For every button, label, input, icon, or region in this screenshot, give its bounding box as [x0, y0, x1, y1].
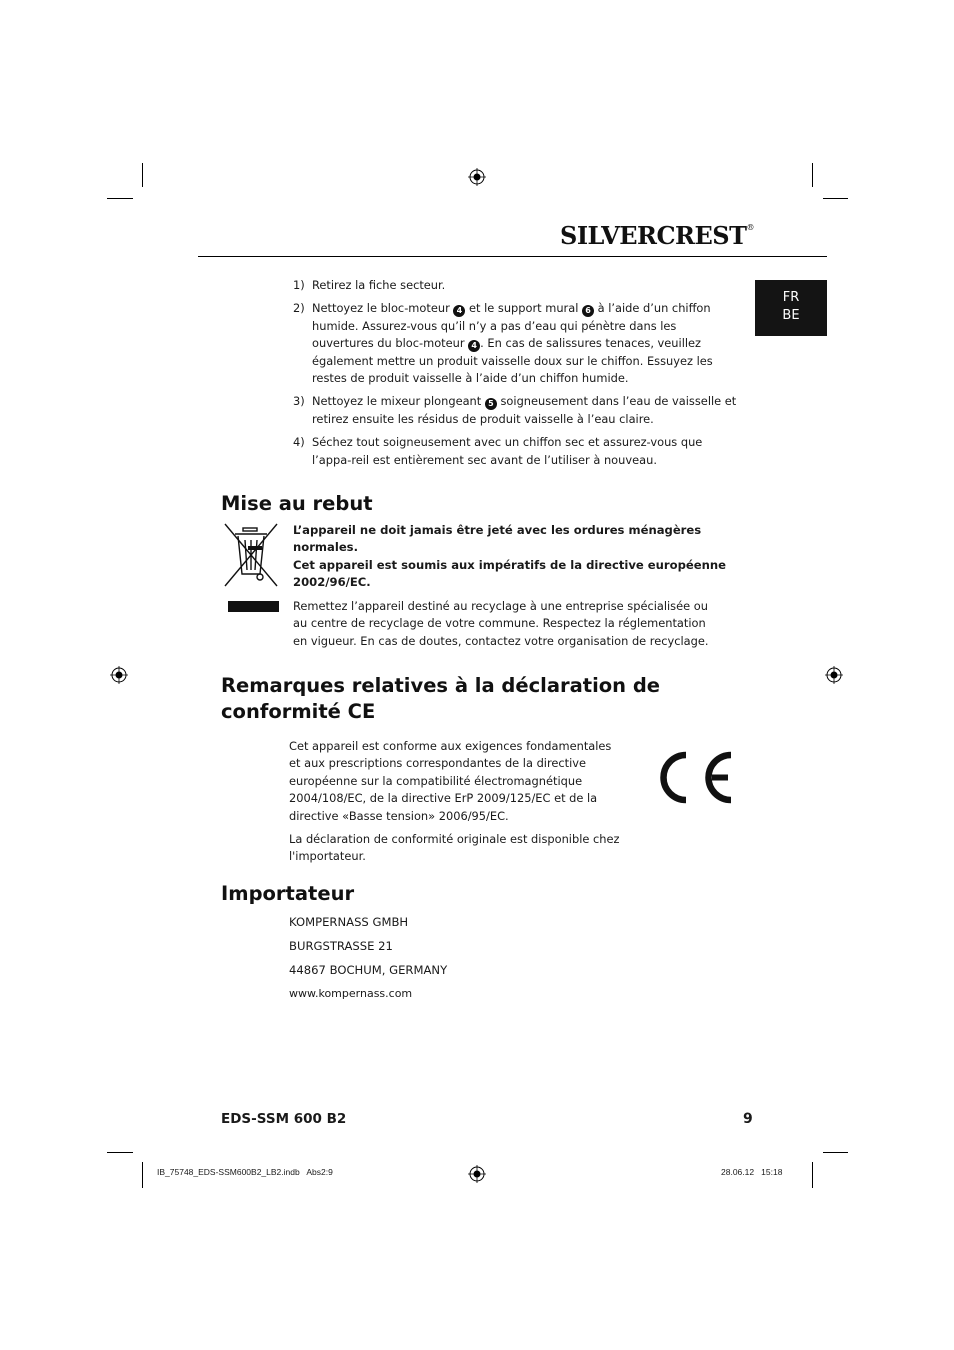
part-reference-badge: 4	[453, 305, 465, 317]
ce-mark-icon	[656, 750, 734, 805]
footer-model: EDS-SSM 600 B2	[221, 1111, 347, 1127]
step-number: 3)	[293, 394, 305, 409]
crop-mark	[812, 163, 813, 187]
registration-mark-icon	[825, 666, 843, 684]
importer-city: 44867 BOCHUM, GERMANY	[289, 963, 448, 977]
heading-line: Remarques relatives à la déclaration de	[221, 674, 661, 697]
crop-mark	[107, 198, 133, 199]
registration-mark-icon	[110, 666, 128, 684]
step-number: 4)	[293, 435, 305, 450]
cleaning-step: 2) Nettoyez le bloc-moteur 4 et le support mural 6 à l’aide d’un chiffon humide. Assurez-vous qu’il n’y a pas d’eau qui pénètre dans les ouvertures du bloc-moteur 4 . En cas de salissures tenaces, veuillez également mettre un produit vaisselle doux sur le chiffon. Essuyez les restes de produit vaisselle à l’aide d’un chiffon humide.	[293, 301, 713, 386]
language-code: FR	[782, 290, 800, 305]
brand-logo: SILVERCREST®	[560, 221, 754, 250]
crop-mark	[107, 1152, 133, 1153]
section-heading-disposal: Mise au rebut	[221, 492, 373, 515]
step-number: 2)	[293, 301, 305, 316]
registration-mark-icon	[468, 168, 486, 186]
part-reference-badge: 6	[582, 305, 594, 317]
importer-company: KOMPERNASS GMBH	[289, 915, 409, 929]
cleaning-steps-list	[293, 277, 738, 475]
disposal-warning-line: L’appareil ne doit jamais être jeté avec les ordures ménagères normales.	[293, 523, 702, 555]
language-code: BE	[782, 308, 800, 323]
cleaning-step: 3) Nettoyez le mixeur plongeant 5 soigneusement dans l’eau de vaisselle et retirez ensuite les résidus de produit vaisselle à l’eau claire.	[293, 394, 737, 426]
section-heading-conformity	[221, 673, 660, 725]
header-rule	[198, 256, 827, 257]
page-number: 9	[743, 1111, 753, 1127]
slug-date: 28.06.12 15:18	[721, 1167, 783, 1177]
crop-mark	[823, 198, 848, 199]
part-reference-badge: 4	[468, 340, 480, 352]
crossed-bin-icon	[221, 522, 281, 588]
conformity-availability-text: La déclaration de conformité originale est disponible chez l'importateur.	[289, 832, 620, 864]
crop-mark	[823, 1152, 848, 1153]
language-tab	[755, 280, 827, 336]
cleaning-step: 4) Séchez tout soigneusement avec un chiffon sec et assurez-vous que l’appa-reil est entièrement sec avant de l’utiliser à nouveau.	[293, 435, 703, 467]
section-heading-importer: Importateur	[221, 882, 355, 905]
cleaning-step: 1) Retirez la fiche secteur.	[293, 277, 738, 294]
step-number: 1)	[293, 278, 305, 292]
weee-bar	[228, 601, 279, 612]
importer-website[interactable]: www.kompernass.com	[289, 987, 413, 1000]
conformity-text: Cet appareil est conforme aux exigences fondamentales et aux prescriptions correspondantes de la directive européenne sur la compatibilité électromagnétique 2004/108/EC, de la directive ErP 2009/125/EC et de la directive «Basse tension» 2006/95/EC.	[289, 739, 612, 823]
slug-file-info: IB_75748_EDS-SSM600B2_LB2.indb Abs2:9	[157, 1167, 333, 1177]
disposal-warning-line: Cet appareil est soumis aux impératifs de la directive européenne 2002/96/EC.	[293, 557, 726, 590]
importer-street: BURGSTRASSE 21	[289, 939, 393, 953]
disposal-text: Remettez l’appareil destiné au recyclage à une entreprise spécialisée ou au centre de recyclage de votre commune. Respectez la réglementation en vigueur. En cas de doutes, contactez votre organisation de recyclage.	[293, 599, 709, 648]
crop-mark	[142, 1162, 143, 1188]
heading-line: conformité CE	[221, 700, 376, 723]
crop-mark	[812, 1162, 813, 1188]
part-reference-badge: 5	[485, 398, 497, 410]
registration-mark-icon	[468, 1165, 486, 1183]
disposal-warning	[293, 522, 743, 592]
crop-mark	[142, 163, 143, 187]
